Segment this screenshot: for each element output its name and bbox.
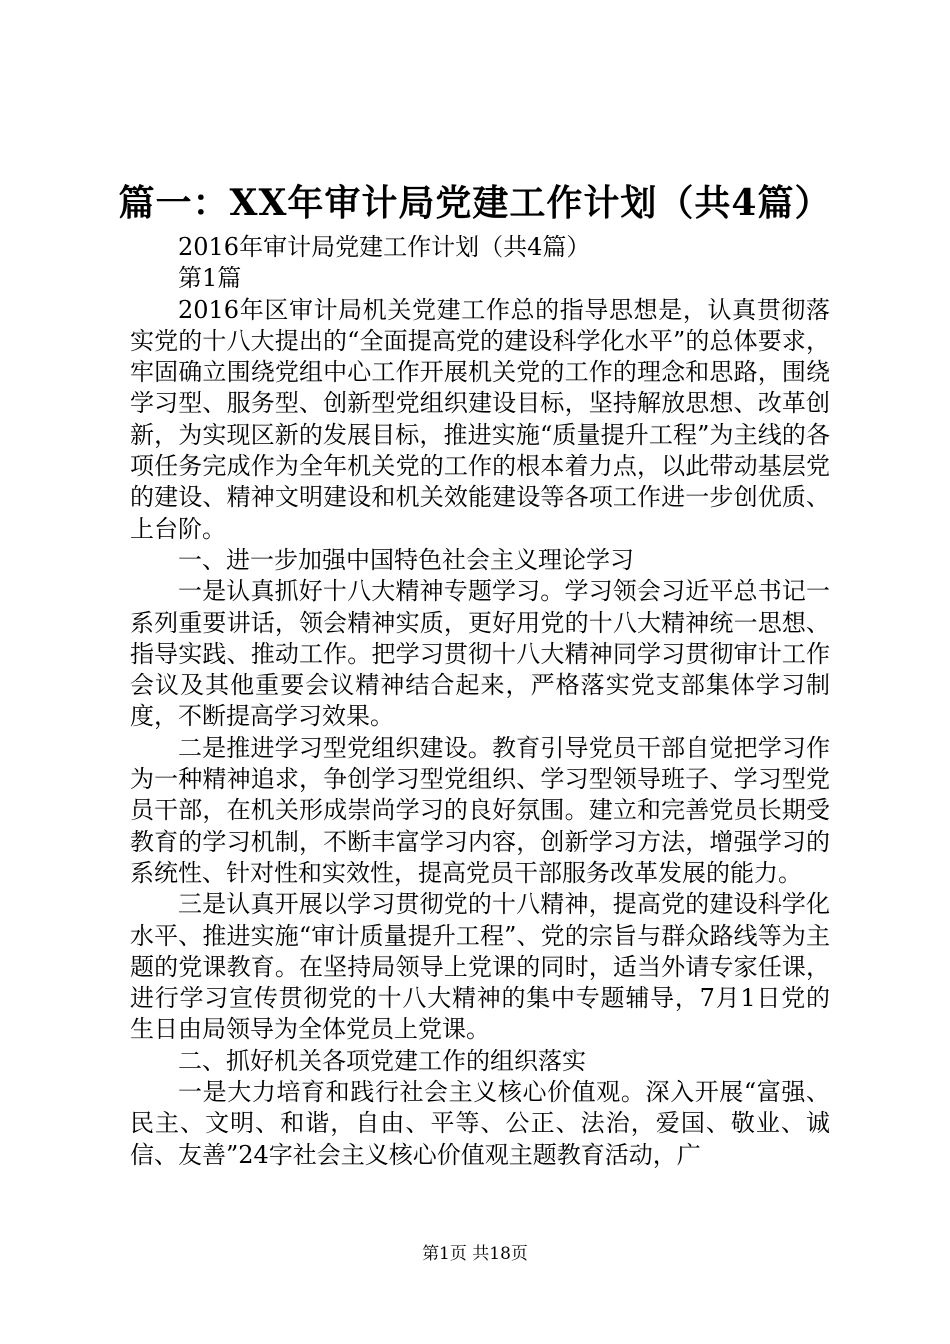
document-title: 篇一：XX年审计局党建工作计划（共4篇）	[118, 182, 832, 224]
document-body	[130, 232, 830, 1171]
paragraph-part-label: 第1篇	[178, 264, 242, 293]
paragraph-item-1-3: 三是认真开展以学习贯彻党的十八精神，提高党的建设科学化水平、推进实施“审计质量提升工程”、党的宗旨与群众路线等为主题的党课教育。在坚持局领导上党课的同时，适当外请专家任课，进行学习宣传贯彻党的十八大精神的集中专题辅导，7月1日党的生日由局领导为全体党员上党课。	[130, 890, 830, 1044]
paragraph-item-1-1: 一是认真抓好十八大精神专题学习。学习领会习近平总书记一系列重要讲话，领会精神实质，更好用党的十八大精神统一思想、指导实践、推动工作。把学习贯彻十八大精神同学习贯彻审计工作会议及其他重要会议精神结合起来，严格落实党支部集体学习制度，不断提高学习效果。	[130, 577, 830, 731]
paragraph-item-1-2: 二是推进学习型党组织建设。教育引导党员干部自觉把学习作为一种精神追求，争创学习型党组织、学习型领导班子、学习型党员干部，在机关形成崇尚学习的良好氛围。建立和完善党员长期受教育的学习机制，不断丰富学习内容，创新学习方法，增强学习的系统性、针对性和实效性，提高党员干部服务改革发展的能力。	[130, 733, 830, 887]
section-heading-2: 二、抓好机关各项党建工作的组织落实	[178, 1046, 586, 1075]
section-heading-1: 一、进一步加强中国特色社会主义理论学习	[178, 545, 634, 574]
paragraph-subtitle: 2016年审计局党建工作计划（共4篇）	[178, 233, 591, 261]
paragraph-guiding-idea: 2016年区审计局机关党建工作总的指导思想是，认真贯彻落实党的十八大提出的“全面提高党的建设科学化水平”的总体要求，牢固确立围绕党组中心工作开展机关党的工作的理念和思路，围绕学习型、服务型、创新型党组织建设目标，坚持解放思想、改革创新，为实现区新的发展目标，推进实施“质量提升工程”为主线的各项任务完成作为全年机关党的工作的根本着力点，以此带动基层党的建设、精神文明建设和机关效能建设等各项工作进一步创优质、上台阶。	[130, 295, 830, 543]
page-footer: 第1页 共18页	[422, 1244, 528, 1264]
paragraph-item-2-1: 一是大力培育和践行社会主义核心价值观。深入开展“富强、民主、文明、和谐，自由、平等、公正、法治，爱国、敬业、诚信、友善”24字社会主义核心价值观主题教育活动，广	[130, 1078, 830, 1169]
